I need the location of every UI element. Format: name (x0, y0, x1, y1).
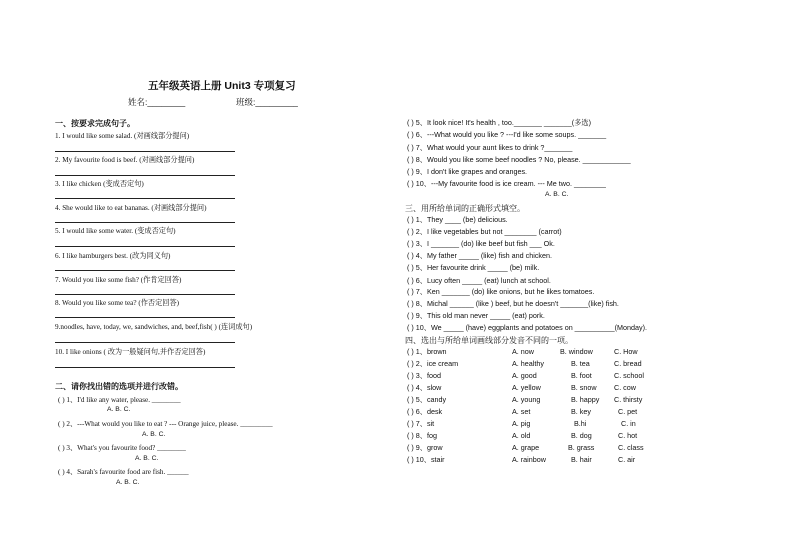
section3-heading: 三、用所给单词的正确形式填空。 (405, 204, 525, 213)
s2-question-3: ( ) 3、What's you favourite food? ________ (58, 444, 186, 452)
s2-question-6: ( ) 6、---What would you like ? ---I'd like some soups. _______ (407, 130, 607, 139)
s4-option-c: C. cow (614, 383, 636, 392)
s3-question-5: ( ) 5、Her favourite drink _____ (be) milk. (407, 263, 540, 272)
s2-question-5: ( ) 5、It look nice! It's health , too._______ _______(多选) (407, 118, 591, 127)
answer-line (55, 151, 235, 152)
s3-question-2: ( ) 2、I like vegetables but not ________ (carrot) (407, 227, 562, 236)
s4-word-9: ( ) 9、grow (407, 443, 443, 452)
s2-question-4: ( ) 4、Sarah's favourite food are fish. ______ (58, 468, 189, 476)
s2-question-7: ( ) 7、What would your aunt likes to drink ?_______ (407, 143, 573, 152)
s2-options-10: A. B. C. (545, 191, 569, 198)
answer-line (55, 175, 235, 176)
s4-word-1: ( ) 1、brown (407, 347, 447, 356)
s4-option-a: A. old (512, 431, 531, 440)
s4-option-a: A. young (512, 395, 541, 404)
s4-word-10: ( ) 10、stair (407, 455, 445, 464)
s4-option-c: C. school (614, 371, 644, 380)
s1-question-5: 5. I would like some water. (变成否定句) (55, 227, 176, 235)
s2-options-4: A. B. C. (116, 479, 140, 486)
s2-question-8: ( ) 8、Would you like some beef noodles ? No, please. ____________ (407, 155, 631, 164)
s4-option-a: A. rainbow (512, 455, 546, 464)
name-field-label: 姓名:________ (128, 97, 186, 107)
worksheet-title: 五年级英语上册 Unit3 专项复习 (148, 80, 296, 92)
s4-option-a: A. yellow (512, 383, 541, 392)
s3-question-4: ( ) 4、My father _____ (like) fish and chicken. (407, 251, 553, 260)
s2-question-2: ( ) 2、---What would you like to eat ? --- Orange juice, please. _________ (58, 420, 273, 428)
s4-option-b: B. snow (571, 383, 597, 392)
s4-option-b: B. foot (571, 371, 592, 380)
s4-option-c: C. thirsty (614, 395, 643, 404)
answer-line (55, 222, 235, 223)
section4-heading: 四、选出与所给单词画线部分发音不同的一项。 (405, 336, 573, 345)
s4-option-a: A. grape (512, 443, 540, 452)
s3-question-9: ( ) 9、This old man never _____ (eat) pork. (407, 311, 545, 320)
s4-option-a: A. healthy (512, 359, 544, 368)
s4-option-b: B. window (560, 347, 593, 356)
answer-line (55, 317, 235, 318)
s4-option-c: C. pet (618, 407, 638, 416)
s4-option-a: A. set (512, 407, 531, 416)
s4-word-3: ( ) 3、food (407, 371, 441, 380)
s4-option-a: A. now (512, 347, 534, 356)
s3-question-8: ( ) 8、Michal ______ (like ) beef, but he doesn't _______(like) fish. (407, 299, 619, 308)
s4-option-b: B. happy (571, 395, 600, 404)
s3-question-6: ( ) 6、Lucy often _____ (eat) lunch at school. (407, 276, 551, 285)
section2-heading: 二、请你找出错的选项并进行改错。 (55, 382, 183, 391)
s4-word-8: ( ) 8、fog (407, 431, 437, 440)
s1-question-3: 3. I like chicken (变成否定句) (55, 180, 144, 188)
s3-question-1: ( ) 1、They ____ (be) delicious. (407, 215, 508, 224)
s4-option-a: A. pig (512, 419, 531, 428)
s4-option-c: C. class (618, 443, 644, 452)
s1-question-8: 8. Would you like some tea? (作否定回答) (55, 299, 180, 307)
s4-option-c: C. in (621, 419, 636, 428)
s4-option-a: A. good (512, 371, 537, 380)
s4-word-5: ( ) 5、candy (407, 395, 447, 404)
s4-option-c: C. hot (618, 431, 638, 440)
s2-question-10: ( ) 10、---My favourite food is ice cream. --- Me two. ________ (407, 179, 606, 188)
answer-line (55, 198, 235, 199)
section1-heading: 一、按要求完成句子。 (55, 119, 135, 128)
s2-question-1: ( ) 1、I'd like any water, please. ________ (58, 396, 181, 404)
s1-question-10: 10. I like onions ( 改为一般疑问句,并作否定回答) (55, 348, 206, 356)
s1-question-2: 2. My favourite food is beef. (对画线部分提问) (55, 156, 195, 164)
s2-options-2: A. B. C. (142, 431, 166, 438)
s3-question-7: ( ) 7、Ken _______ (do) like onions, but he likes tomatoes. (407, 287, 595, 296)
s4-option-b: B. grass (568, 443, 595, 452)
answer-line (55, 342, 235, 343)
s4-option-c: C. How (614, 347, 638, 356)
s2-question-9: ( ) 9、I don't like grapes and oranges. (407, 167, 528, 176)
s1-question-6: 6. I like hamburgers best. (改为同义句) (55, 252, 171, 260)
s1-question-4: 4. She would like to eat bananas. (对画线部分提问) (55, 204, 207, 212)
answer-line (55, 294, 235, 295)
s4-word-2: ( ) 2、ice cream (407, 359, 459, 368)
s4-option-b: B. hair (571, 455, 592, 464)
s4-word-7: ( ) 7、sit (407, 419, 435, 428)
s4-option-b: B.hi (574, 419, 587, 428)
s3-question-10: ( ) 10、We _____ (have) eggplants and potatoes on __________(Monday). (407, 323, 648, 332)
s3-question-3: ( ) 3、I _______ (do) like beef but fish ___ Ok. (407, 239, 555, 248)
answer-line (55, 246, 235, 247)
s4-option-c: C. air (618, 455, 636, 464)
class-field-label: 班级:_________ (236, 97, 298, 107)
s4-option-c: C. bread (614, 359, 642, 368)
s4-word-4: ( ) 4、slow (407, 383, 442, 392)
s4-option-b: B. dog (571, 431, 592, 440)
s1-question-7: 7. Would you like some fish? (作肯定回答) (55, 276, 182, 284)
s2-options-3: A. B. C. (135, 455, 159, 462)
s1-question-1: 1. I would like some salad. (对画线部分提问) (55, 132, 190, 140)
s4-option-b: B. key (571, 407, 591, 416)
s1-question-9: 9.noodles, have, today, we, sandwiches, and, beef,fish( ) (连词成句) (55, 323, 253, 331)
answer-line (55, 270, 235, 271)
s4-word-6: ( ) 6、desk (407, 407, 443, 416)
answer-line (55, 367, 235, 368)
s4-option-b: B. tea (571, 359, 590, 368)
s2-options-1: A. B. C. (107, 406, 131, 413)
